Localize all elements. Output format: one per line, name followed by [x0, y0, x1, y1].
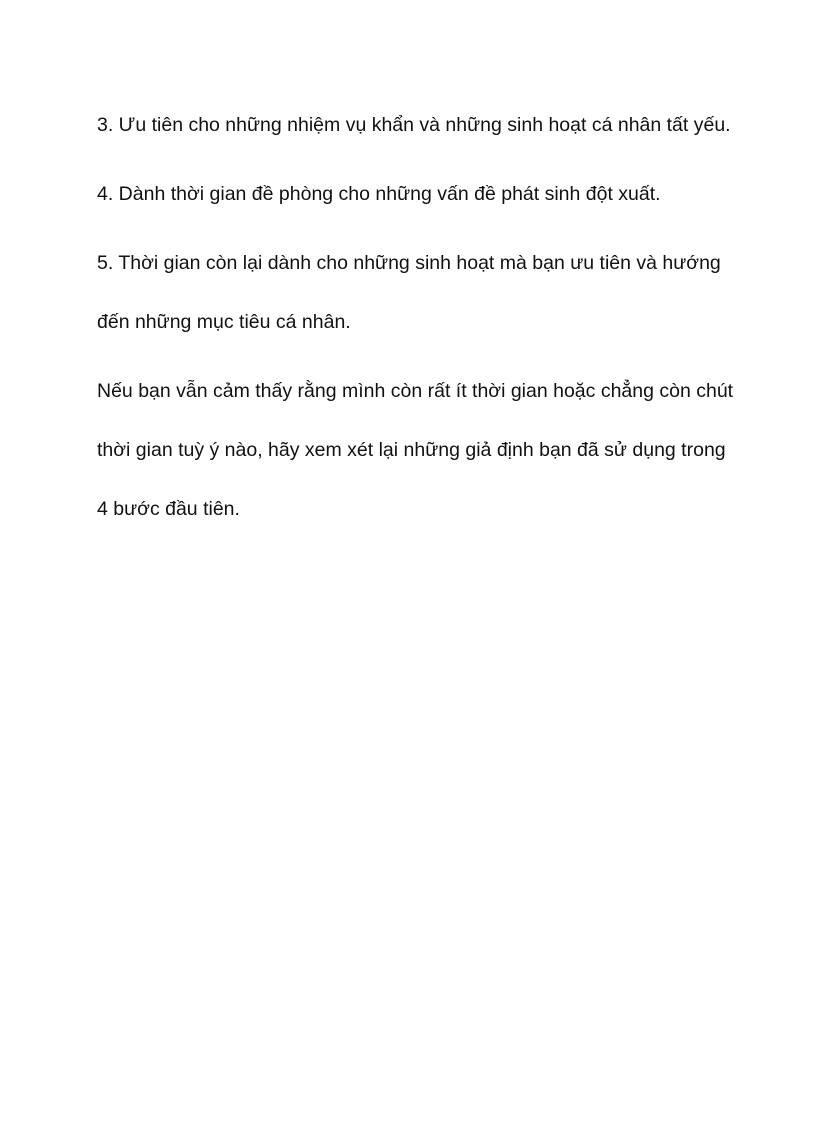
document-body: [97, 96, 737, 549]
paragraph-step-4: 4. Dành thời gian đề phòng cho những vấn đề phát sinh đột xuất.: [97, 183, 661, 205]
paragraph-conclusion: Nếu bạn vẫn cảm thấy rằng mình còn rất ít thời gian hoặc chẳng còn chút thời gian tuỳ ý nào, hãy xem xét lại những giả định bạn đã sử dụng trong 4 bước đầu tiên.: [97, 380, 734, 520]
paragraph-step-5: 5. Thời gian còn lại dành cho những sinh hoạt mà bạn ưu tiên và hướng đến những mục tiêu cá nhân.: [97, 252, 721, 333]
paragraph-step-3: 3. Ưu tiên cho những nhiệm vụ khẩn và những sinh hoạt cá nhân tất yếu.: [97, 114, 731, 136]
